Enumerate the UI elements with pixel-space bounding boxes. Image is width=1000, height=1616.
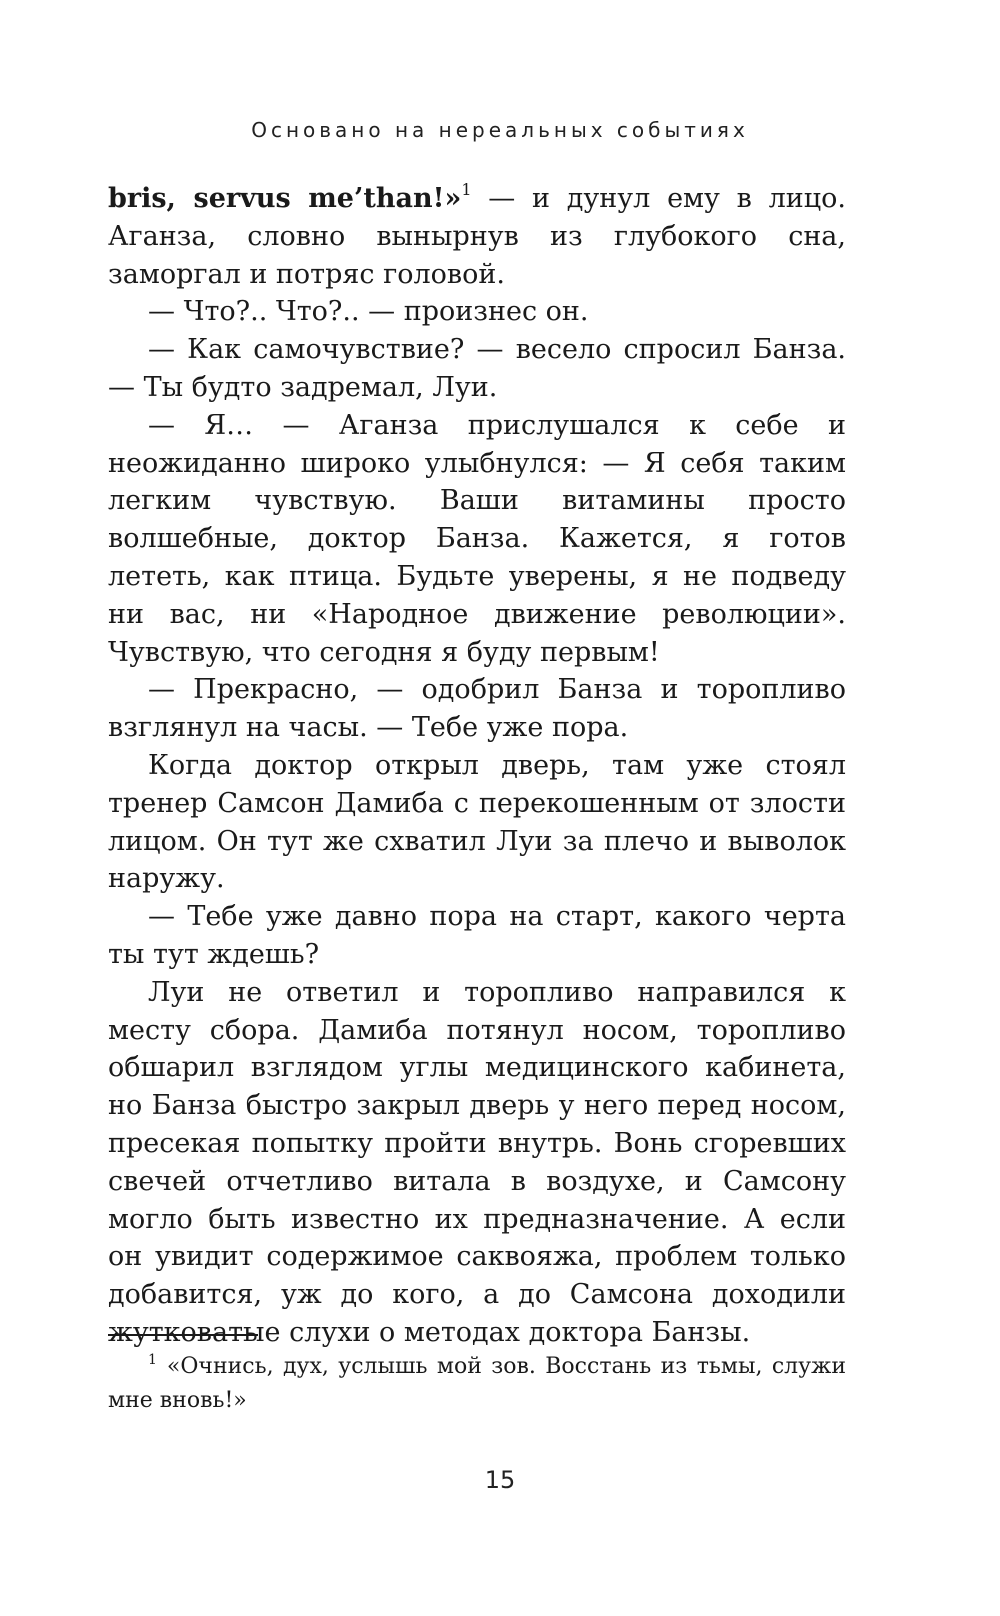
paragraph: — Как самочувствие? — весело спросил Банза. — Ты будто задремал, Луи. (108, 334, 846, 403)
main-text (108, 180, 846, 1352)
footnote-text: «Очнись, дух, услышь мой зов. Восстань из тьмы, служи мне вновь!» (108, 1354, 846, 1413)
paragraph-text: — и дунул ему в лицо. Аганза, словно вынырнув из глубокого сна, заморгал и потряс головой. (108, 183, 846, 290)
running-head: Основано на нереальных событиях (251, 118, 749, 142)
page-number: 15 (484, 1466, 516, 1494)
latin-incantation: bris, servus me’than!» (108, 183, 462, 214)
paragraph: Когда доктор открыл дверь, там уже стоял тренер Самсон Дамиба с перекошенным от злости лицом. Он тут же схватил Луи за плечо и выволок наружу. (108, 749, 846, 895)
footnote-number: 1 (148, 1352, 157, 1368)
footnote-reference: 1 (461, 180, 472, 199)
footnote (108, 1350, 846, 1418)
paragraph: — Прекрасно, — одобрил Банза и торопливо взглянул на часы. — Тебе уже пора. (108, 674, 846, 744)
paragraph-continuation (108, 180, 846, 293)
paragraph: — Что?.. Что?.. — произнес он. (148, 296, 589, 328)
paragraph: Луи не ответил и торопливо направился к месту сбора. Дамиба потянул носом, торопливо обшарил взглядом углы медицинского кабинета, но Банза быстро закрыл дверь у него перед носом, пресекая попытку пройти внутрь. Вонь сгоревших свечей отчетливо витала в воздухе, и Самсону могло быть известно их предназначение. А если он увидит содержимое саквояжа, проблем только добавится, уж до кого, а до Самсона доходили жутковатые слухи о методах доктора Банзы. (108, 976, 846, 1348)
paragraph: — Я… — Аганза прислушался к себе и неожиданно широко улыбнулся: — Я себя таким легким чувствую. Ваши витамины просто волшебные, доктор Банза. Кажется, я готов лететь, как птица. Будьте уверены, я не подведу ни вас, ни «Народное движение революции». Чувствую, что сегодня я буду первым! (108, 409, 846, 668)
paragraph: — Тебе уже давно пора на старт, какого черта ты тут ждешь? (108, 901, 846, 970)
footnote-divider (108, 1334, 258, 1336)
